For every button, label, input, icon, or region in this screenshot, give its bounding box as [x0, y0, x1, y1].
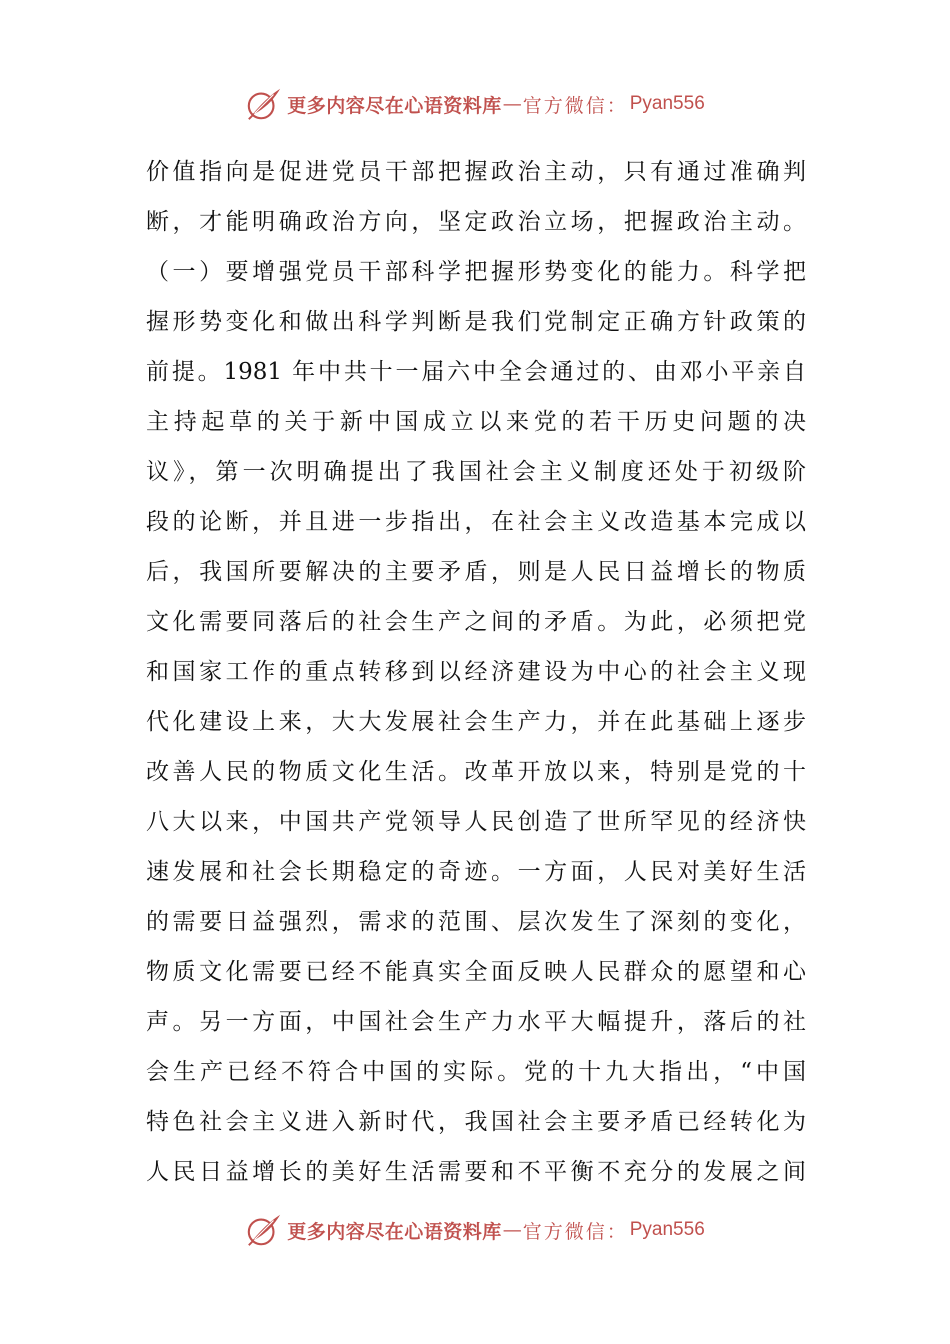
document-body — [146, 147, 806, 1197]
body-line: 主持起草的关于新中国成立以来党的若干历史问题的决 — [146, 409, 806, 435]
banner-wechat-label: 官方微信： — [522, 1220, 628, 1243]
body-line: 物质文化需要已经不能真实全面反映人民群众的愿望和心 — [146, 959, 806, 985]
body-line: 价值指向是促进党员干部把握政治主动，只有通过准确判 — [146, 159, 806, 185]
body-line: 和国家工作的重点转移到以经济建设为中心的社会主义现 — [146, 659, 806, 685]
body-line: 断，才能明确政治方向，坚定政治立场，把握政治主动。 — [146, 209, 806, 235]
body-line: 文化需要同落后的社会生产之间的矛盾。为此，必须把党 — [146, 609, 806, 635]
banner-dash: — — [502, 1219, 522, 1241]
banner-wechat-id: Pyan556 — [629, 93, 705, 114]
body-line: 代化建设上来，大大发展社会生产力，并在此基础上逐步 — [146, 709, 806, 735]
quill-pen-circle-icon — [245, 85, 283, 123]
banner-wechat-label: 官方微信： — [522, 94, 628, 117]
body-line: 速发展和社会长期稳定的奇迹。一方面，人民对美好生活 — [146, 859, 806, 885]
body-line: （一）要增强党员干部科学把握形势变化的能力。科学把 — [146, 259, 806, 285]
body-line: 八大以来，中国共产党领导人民创造了世所罕见的经济快 — [146, 809, 806, 835]
body-line: 人民日益增长的美好生活需要和不平衡不充分的发展之间 — [146, 1159, 806, 1185]
quill-pen-circle-icon — [245, 1211, 283, 1249]
body-line: 段的论断，并且进一步指出，在社会主义改造基本完成以 — [146, 509, 806, 535]
body-line: 前提。1981 年中共十一届六中全会通过的、由邓小平亲自 — [146, 359, 806, 385]
body-line: 改善人民的物质文化生活。改革开放以来，特别是党的十 — [146, 759, 806, 785]
body-line: 会生产已经不符合中国的实际。党的十九大指出，“中国 — [146, 1059, 806, 1085]
body-line: 的需要日益强烈，需求的范围、层次发生了深刻的变化， — [146, 909, 806, 935]
banner-site-name: 更多内容尽在心语资料库 — [287, 94, 502, 117]
banner-dash: — — [502, 93, 522, 115]
body-line: 握形势变化和做出科学判断是我们党制定正确方针政策的 — [146, 309, 806, 335]
body-line: 议》，第一次明确提出了我国社会主义制度还处于初级阶 — [146, 459, 806, 485]
header-watermark-banner — [0, 84, 950, 124]
body-line: 特色社会主义进入新时代，我国社会主要矛盾已经转化为 — [146, 1109, 806, 1135]
banner-site-name: 更多内容尽在心语资料库 — [287, 1220, 502, 1243]
body-line: 后，我国所要解决的主要矛盾，则是人民日益增长的物质 — [146, 559, 806, 585]
footer-watermark-banner — [0, 1210, 950, 1250]
body-line: 声。另一方面，中国社会生产力水平大幅提升，落后的社 — [146, 1009, 806, 1035]
banner-wechat-id: Pyan556 — [629, 1219, 705, 1240]
